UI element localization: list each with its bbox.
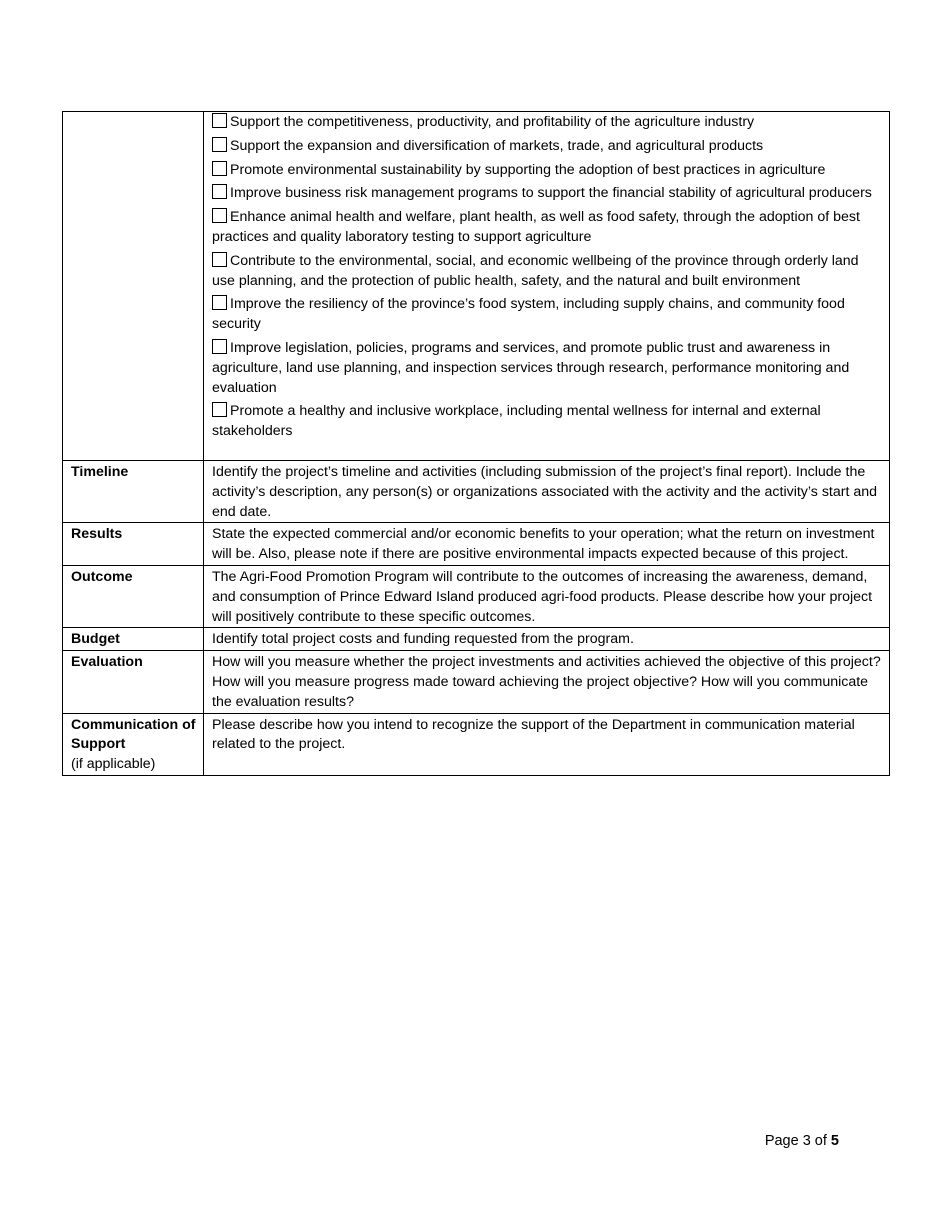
objective-text: Improve legislation, policies, programs and services, and promote public trust and awareness in agriculture, land use planning, and inspection services through research, performance monitoring and evaluation — [212, 339, 850, 396]
objective-text: Support the competitiveness, productivity, and profitability of the agriculture industry — [230, 114, 755, 130]
objective-text: Support the expansion and diversification of markets, trade, and agricultural products — [230, 137, 764, 154]
timeline-label: Timeline — [63, 460, 204, 522]
communication-label-cell — [63, 713, 204, 775]
objective-checkbox[interactable] — [212, 208, 227, 223]
page-number — [765, 1133, 839, 1149]
objective-item — [212, 252, 883, 292]
objective-text: Enhance animal health and welfare, plant health, as well as food safety, through the adoption of best practices and quality laboratory testing to support agriculture — [212, 209, 860, 245]
communication-row — [63, 713, 890, 775]
communication-sublabel: (if applicable) — [71, 756, 156, 773]
timeline-row — [63, 460, 890, 522]
objective-text: Improve business risk management programs to support the financial stability of agricultural producers — [230, 185, 872, 202]
objective-checkbox[interactable] — [212, 113, 227, 128]
objectives-row — [63, 112, 890, 461]
evaluation-row — [63, 651, 890, 713]
project-details-table — [62, 111, 890, 776]
budget-description: Identify total project costs and funding requested from the program. — [204, 628, 890, 651]
objective-item — [212, 137, 883, 157]
objective-checkbox[interactable] — [212, 402, 227, 417]
results-row — [63, 523, 890, 566]
objectives-cell — [204, 112, 890, 461]
budget-label: Budget — [63, 628, 204, 651]
objective-item — [212, 339, 883, 398]
objective-checkbox[interactable] — [212, 161, 227, 176]
objective-checkbox[interactable] — [212, 184, 227, 199]
objective-text: Promote a healthy and inclusive workplace, including mental wellness for internal and external stakeholders — [212, 403, 821, 440]
objective-item — [212, 295, 883, 335]
page-total: 5 — [830, 1133, 839, 1149]
objective-item — [212, 161, 883, 181]
objectives-label-cell — [63, 112, 204, 461]
page-number-prefix: Page 3 of — [764, 1133, 831, 1149]
evaluation-description: How will you measure whether the project investments and activities achieved the objective of this project? How will you measure progress made toward achieving the project objective? How will you communicate the evaluation results? — [204, 651, 890, 713]
communication-description: Please describe how you intend to recognize the support of the Department in communication material related to the project. — [204, 713, 890, 775]
objective-checkbox[interactable] — [212, 295, 227, 310]
outcome-row — [63, 565, 890, 627]
results-description: State the expected commercial and/or economic benefits to your operation; what the return on investment will be. Also, please note if there are positive environmental impacts expected because of this project. — [204, 523, 890, 566]
budget-row — [63, 628, 890, 651]
objective-item — [212, 184, 883, 204]
outcome-description: The Agri-Food Promotion Program will contribute to the outcomes of increasing the awareness, demand, and consumption of Prince Edward Island produced agri-food products. Please describe how your project will positively contribute to these specific outcomes. — [204, 565, 890, 627]
objective-checkbox[interactable] — [212, 339, 227, 354]
timeline-description: Identify the project’s timeline and activities (including submission of the project’s final report). Include the activity’s description, any person(s) or organizations associated with the activity and the activity’s start and end date. — [204, 460, 890, 522]
evaluation-label: Evaluation — [63, 651, 204, 713]
objective-item — [212, 208, 883, 248]
communication-label: Communication of Support — [71, 716, 196, 753]
outcome-label: Outcome — [63, 565, 204, 627]
objective-item — [212, 113, 883, 133]
results-label: Results — [63, 523, 204, 566]
objective-text: Promote environmental sustainability by supporting the adoption of best practices in agriculture — [230, 161, 826, 178]
objective-text: Improve the resiliency of the province’s food system, including supply chains, and community food security — [212, 296, 845, 333]
objective-item — [212, 402, 883, 442]
objective-text: Contribute to the environmental, social, and economic wellbeing of the province through orderly land use planning, and the protection of public health, safety, and the natural and built environment — [212, 252, 859, 289]
objective-checkbox[interactable] — [212, 137, 227, 152]
objective-checkbox[interactable] — [212, 252, 227, 267]
